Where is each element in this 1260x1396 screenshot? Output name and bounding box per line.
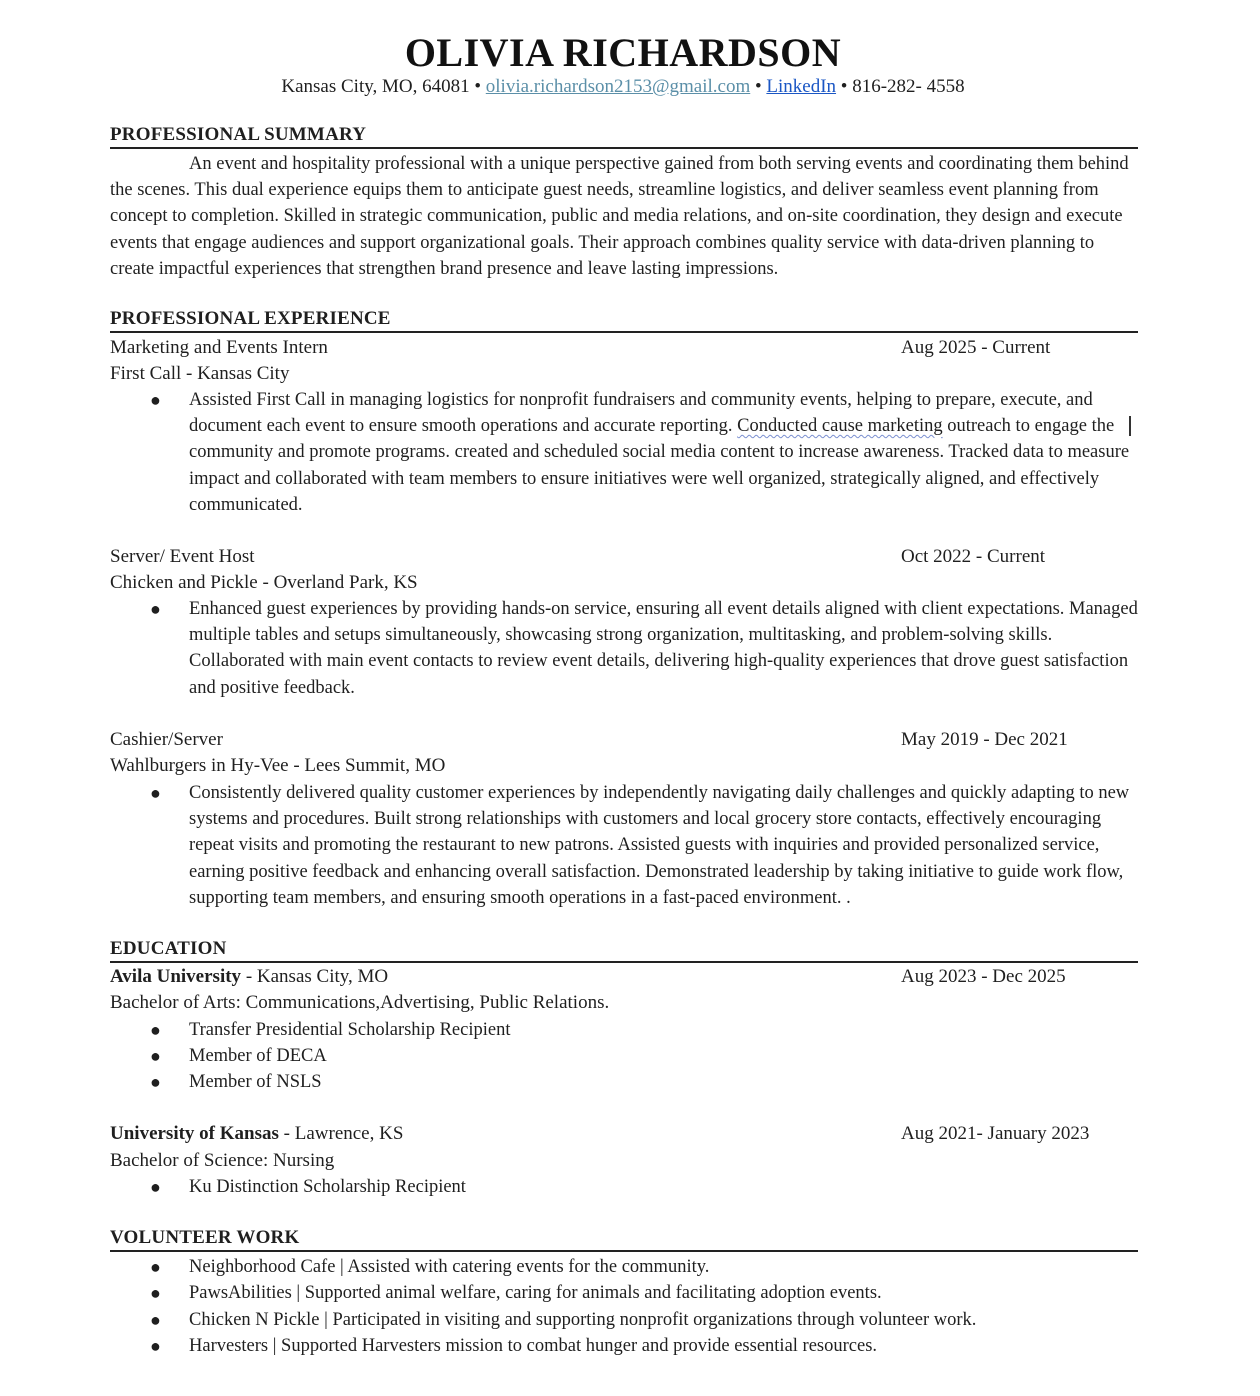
list-item-text: PawsAbilities | Supported animal welfare, caring for animals and facilitating adoption events. <box>189 1283 882 1303</box>
linkedin-link[interactable]: LinkedIn <box>766 76 837 97</box>
summary-paragraph: An event and hospitality professional with a unique perspective gained from both serving events and coordinating them behind the scenes. This dual experience equips them to anticipate guest needs, streamline logistics, and deliver seamless event planning from concept to completion. Skilled in strategic communication, public and media relations, and on-site coordination, they design and execute events that engage audiences and support organizational goals. Their approach combines quality service with data-driven planning to create impactful experiences that strengthen brand presence and leave lasting impressions. <box>110 154 1129 279</box>
list-item-text: Neighborhood Cafe | Assisted with catering events for the community. <box>189 1257 710 1277</box>
location-text: Kansas City, MO, 64081 <box>281 76 470 97</box>
school-location: - Kansas City, MO <box>241 966 389 987</box>
school-dates: Aug 2023 - Dec 2025 <box>901 966 1066 987</box>
bullet-text-part: outreach to engage the community and promote programs. created and scheduled social media content to increase awareness. Tracked data to measure impact and collaborated with team members to ensure initiatives were well organized, strategically aligned, and effectively communicated. <box>189 416 1130 515</box>
school-name: University of Kansas <box>110 1123 279 1144</box>
job-title: Marketing and Events Intern <box>110 337 328 358</box>
text-cursor <box>1129 416 1131 436</box>
email-link[interactable]: olivia.richardson2153@gmail.com <box>485 76 751 97</box>
degree-text: Bachelor of Science: Nursing <box>110 1150 335 1171</box>
volunteer-heading: VOLUNTEER WORK <box>110 1226 1138 1252</box>
phone-text: 816-282- 4558 <box>852 76 965 97</box>
job-org: First Call - Kansas City <box>110 363 290 384</box>
bullet-icon: ● <box>150 1257 161 1277</box>
separator: • <box>474 76 482 97</box>
list-item-text: Harvesters | Supported Harvesters mission to combat hunger and provide essential resources. <box>189 1336 878 1356</box>
school-line <box>110 964 388 990</box>
bullet-icon: ● <box>150 1072 161 1092</box>
school-line <box>110 1121 403 1147</box>
bullet-icon: ● <box>150 783 161 803</box>
list-item-text: Chicken N Pickle | Participated in visiting and supporting nonprofit organizations through volunteer work. <box>189 1310 977 1330</box>
school-name: Avila University <box>110 966 242 987</box>
summary-heading: PROFESSIONAL SUMMARY <box>110 123 1138 149</box>
candidate-name: OLIVIA RICHARDSON <box>404 30 842 75</box>
job-dates: May 2019 - Dec 2021 <box>901 729 1068 750</box>
job-dates: Aug 2025 - Current <box>901 337 1051 358</box>
school-dates: Aug 2021- January 2023 <box>901 1123 1090 1144</box>
list-item-text: Member of DECA <box>189 1046 327 1066</box>
bullet-icon: ● <box>150 1046 161 1066</box>
bullet-icon: ● <box>150 1020 161 1040</box>
job-bullet-text: Consistently delivered quality customer experiences by independently navigating daily challenges and quickly adapting to new systems and procedures. Built strong relationships with customers and local grocery store contacts, effectively encouraging repeat visits and promoting the restaurant to new patrons. Assisted guests with inquiries and provided personalized service, earning positive feedback and enhancing overall satisfaction. Demonstrated leadership by taking initiative to guide work flow, supporting team members, and ensuring smooth operations in a fast-paced environment. . <box>189 783 1130 908</box>
job-title: Server/ Event Host <box>110 546 255 567</box>
job-title: Cashier/Server <box>110 729 223 750</box>
job-dates: Oct 2022 - Current <box>901 546 1046 567</box>
job-bullet-text <box>189 387 1141 518</box>
bullet-icon: ● <box>150 1177 161 1197</box>
list-item-text: Transfer Presidential Scholarship Recipient <box>189 1020 511 1040</box>
job-bullet-text: Enhanced guest experiences by providing hands-on service, ensuring all event details aligned with client expectations. Managed multiple tables and setups simultaneously, showcasing strong organization, multitasking, and problem-solving skills. Collaborated with main event contacts to review event details, delivering high-quality experiences that drove guest satisfaction and positive feedback. <box>189 599 1138 698</box>
bullet-icon: ● <box>150 599 161 619</box>
education-heading: EDUCATION <box>110 937 1138 963</box>
bullet-icon: ● <box>150 390 161 410</box>
list-item-text: Ku Distinction Scholarship Recipient <box>189 1177 466 1197</box>
bullet-icon: ● <box>150 1336 161 1356</box>
experience-heading: PROFESSIONAL EXPERIENCE <box>110 307 1138 333</box>
job-org: Wahlburgers in Hy-Vee - Lees Summit, MO <box>110 755 446 776</box>
degree-text: Bachelor of Arts: Communications,Advertising, Public Relations. <box>110 992 610 1013</box>
contact-line <box>0 74 1246 100</box>
separator: • <box>754 76 762 97</box>
bullet-text-part: Assisted First Call in managing logistics for nonprofit fundraisers and community events, helping to prepare, execute, and document each event to ensure smooth operations and accurate reporting. <box>189 390 1093 437</box>
bullet-icon: ● <box>150 1283 161 1303</box>
bullet-icon: ● <box>150 1310 161 1330</box>
job-org: Chicken and Pickle - Overland Park, KS <box>110 572 418 593</box>
separator: • <box>840 76 848 97</box>
school-location: - Lawrence, KS <box>278 1123 404 1144</box>
list-item-text: Member of NSLS <box>189 1072 322 1092</box>
spellcheck-flagged-text[interactable]: Conducted cause marketing <box>737 416 943 437</box>
